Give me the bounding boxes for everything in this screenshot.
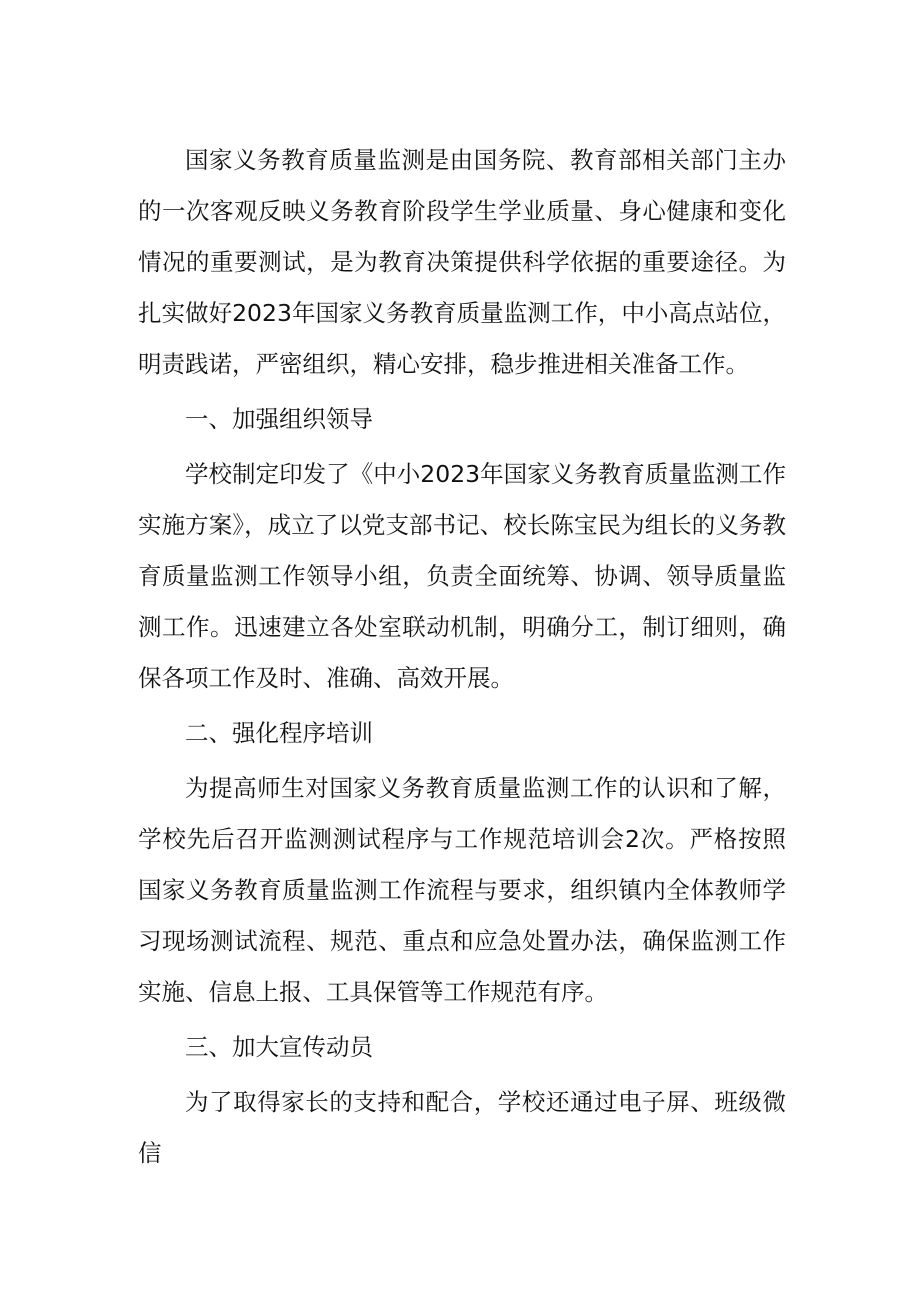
section-heading-2: 二、强化程序培训 [185,719,373,747]
document-page [138,135,786,1179]
intro-paragraph: 国家义务教育质量监测是由国务院、教育部相关部门主办的一次客观反映义务教育阶段学生学业质量、身心健康和变化情况的重要测试，是为教育决策提供科学依据的重要途径。为扎实做好2023年国家义务教育质量监测工作，中小高点站位，明责践诺，严密组织，精心安排，稳步推进相关准备工作。 [138,146,786,378]
section-body-3: 为了取得家长的支持和配合，学校还通过电子屏、班级微信 [138,1088,786,1167]
section-body-1: 学校制定印发了《中小2023年国家义务教育质量监测工作实施方案》，成立了以党支部书记、校长陈宝民为组长的义务教育质量监测工作领导小组，负责全面统筹、协调、领导质量监测工作。迅速建立各处室联动机制，明确分工，制订细则，确保各项工作及时、准确、高效开展。 [138,460,786,692]
section-heading-1: 一、加强组织领导 [185,405,373,433]
section-body-2: 为提高师生对国家义务教育质量监测工作的认识和了解，学校先后召开监测测试程序与工作规范培训会2次。严格按照国家义务教育质量监测工作流程与要求，组织镇内全体教师学习现场测试流程、规范、重点和应急处置办法，确保监测工作实施、信息上报、工具保管等工作规范有序。 [138,774,786,1006]
section-heading-3: 三、加大宣传动员 [185,1033,373,1061]
